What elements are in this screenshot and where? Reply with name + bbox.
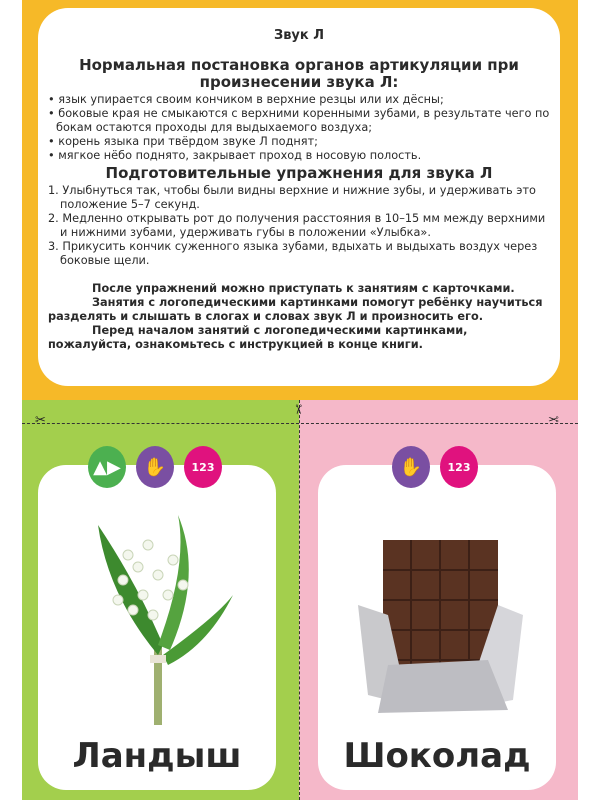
exercises-list — [48, 184, 550, 268]
note: Перед началом занятий с логопедическими картинками, пожалуйста, ознакомьтесь с инструкцией в конце книги. — [48, 324, 468, 351]
cut-line-vertical — [299, 400, 300, 800]
card-word: Ландыш — [72, 736, 242, 776]
card-icons-right — [392, 446, 478, 488]
note: После упражнений можно приступать к занятиям с карточками. — [92, 282, 515, 295]
articulation-heading: Нормальная постановка органов артикуляции при произнесении звука Л: — [79, 56, 519, 91]
list-item: 3. Прикусить кончик суженного языка зубами, вдыхать и выдыхать воздух через боковые щели. — [48, 240, 538, 267]
hand-icon: ✋ — [392, 446, 430, 488]
scissors-icon: ✂ — [289, 404, 305, 415]
hand-icon: ✋ — [136, 446, 174, 488]
card-word: Шоколад — [343, 736, 531, 776]
page-title: Звук Л — [273, 28, 325, 43]
card-icons-left — [88, 446, 222, 488]
list-item: • язык упирается своим кончиком в верхние резцы или их дёсны; — [48, 93, 550, 107]
scissors-icon: ✂ — [35, 413, 46, 428]
list-item: • боковые края не смыкаются с верхними коренными зубами, в результате чего по бокам остаются проходы для выдыхаемого воздуха; — [48, 107, 550, 135]
note: Занятия с логопедическими картинками помогут ребёнку научиться разделять и слышать в слогах и словах звук Л и произносить его. — [48, 296, 543, 323]
list-item: 1. Улыбнуться так, чтобы были видны верхние и нижние зубы, и удерживать это положение 5–7 секунд. — [48, 184, 536, 211]
list-item: 2. Медленно открывать рот до получения расстояния в 10–15 мм между верхними и нижними зубами, удерживать губы в положении «Улыбка». — [48, 212, 546, 239]
articulation-list — [48, 93, 550, 163]
cut-line-horizontal — [22, 423, 578, 424]
numbers-icon: 123 — [184, 446, 222, 488]
chocolate-bar-image — [348, 535, 528, 715]
list-item: • мягкое нёбо поднято, закрывает проход в носовую полость. — [48, 149, 550, 163]
info-box — [38, 8, 560, 386]
list-item: • корень языка при твёрдом звуке Л поднят; — [48, 135, 550, 149]
numbers-icon: 123 — [440, 446, 478, 488]
word-card-landysh — [38, 465, 276, 790]
shapes-icon: ▲▶ — [88, 446, 126, 488]
word-card-shokolad — [318, 465, 556, 790]
lily-of-the-valley-image — [78, 505, 238, 725]
exercises-heading: Подготовительные упражнения для звука Л — [105, 164, 493, 182]
scissors-icon: ✂ — [548, 413, 559, 428]
